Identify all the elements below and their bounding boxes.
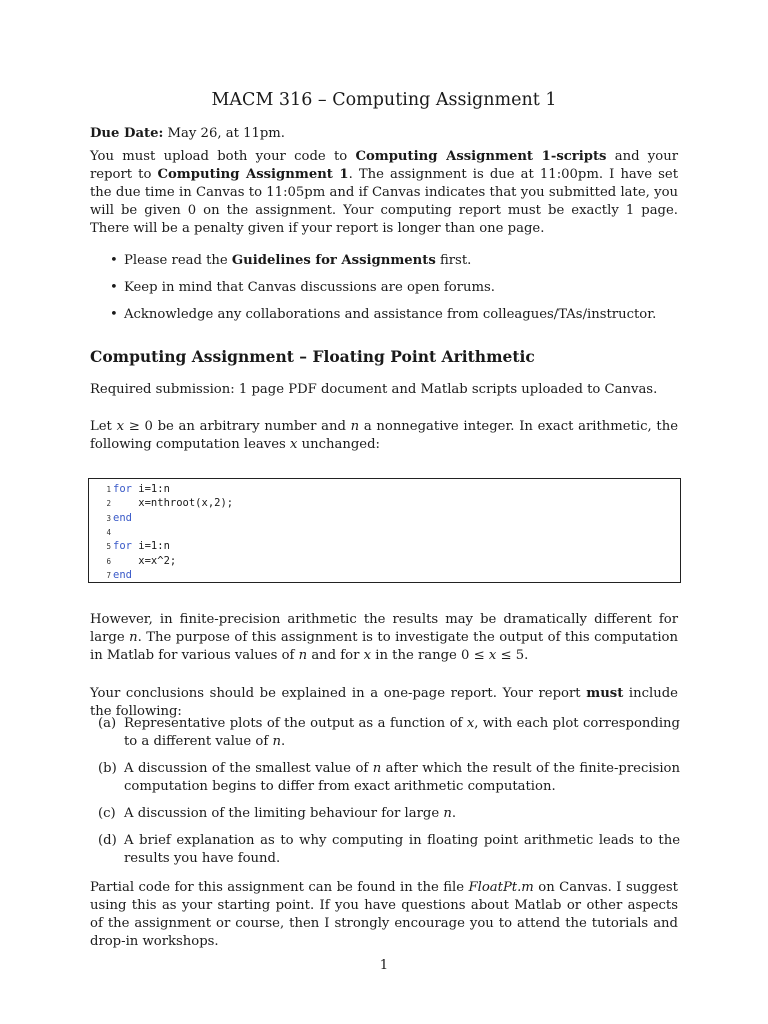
code-keyword: for	[113, 540, 132, 552]
code-keyword: end	[113, 569, 132, 581]
item-text	[124, 760, 680, 796]
math-x: x	[488, 648, 497, 663]
partial-code-paragraph	[90, 879, 678, 951]
bullet-text: Acknowledge any collaborations and assistance from colleagues/TAs/instructor.	[124, 307, 657, 322]
code-keyword: end	[113, 512, 132, 524]
code-text: i=1:n	[131, 540, 170, 552]
line-number: 3	[106, 514, 111, 523]
text: unchanged:	[297, 437, 380, 452]
code-keyword: for	[113, 483, 132, 495]
text: in the range 0 ≤	[371, 648, 489, 663]
math-n: n	[372, 761, 382, 776]
math-x: x	[466, 716, 475, 731]
line-number: 1	[106, 485, 111, 494]
bullet-dot: •	[110, 280, 118, 295]
math-n: n	[350, 419, 360, 434]
line-number: 7	[106, 571, 111, 580]
code-line	[89, 511, 132, 525]
code-listing	[88, 478, 681, 583]
math-n: n	[272, 734, 281, 749]
line-number: 5	[106, 542, 111, 551]
item-label: (c)	[98, 806, 116, 821]
text: a nonnegative integer. In exact arithmetic, the following computation leaves	[90, 419, 678, 452]
emphasis-must: must	[586, 686, 624, 701]
text: ≤ 5.	[496, 648, 529, 663]
code-text: i=1:n	[131, 483, 170, 495]
code-line	[89, 496, 233, 510]
intro-paragraph	[90, 148, 678, 238]
text: Your conclusions should be explained in a one-page report. Your report	[90, 686, 587, 701]
page-number: 1	[379, 958, 389, 973]
math-n: n	[129, 630, 138, 645]
text: ≥ 0 be an arbitrary number and	[124, 419, 351, 434]
bullet-item-discussions	[110, 279, 495, 297]
intro-text-3: . The assignment is due at 11:00pm. I have set the due time in Canvas to 11:05pm and if Canvas indicates that you submitted late, you will be given 0 on the assignment. Your computing report must be exactly 1 page. There will be a penalty given if your report is longer than one page.	[90, 167, 679, 236]
code-line	[89, 525, 113, 539]
text: A discussion of the smallest value of	[124, 761, 373, 776]
however-paragraph	[90, 611, 678, 665]
file-name: FloatPt.m	[468, 880, 534, 895]
due-date-line	[90, 125, 678, 143]
line-number: 4	[106, 528, 111, 537]
code-line	[89, 482, 170, 496]
document-title: MACM 316 – Computing Assignment 1	[211, 90, 557, 110]
item-label: (d)	[98, 833, 117, 848]
code-line	[89, 568, 132, 582]
text: on Canvas. I suggest using this as your starting point. If you have questions about Matlab or other aspects of the assignment or course, then I strongly encourage you to attend the tutorials and drop-in workshops.	[90, 880, 678, 949]
intro-text-1: You must upload both your code to	[90, 149, 356, 164]
math-x: x	[363, 648, 372, 663]
math-x: x	[290, 437, 298, 452]
bullet-item-guidelines	[110, 252, 471, 270]
report-assignment-name: Computing Assignment 1	[157, 167, 349, 182]
text: and for	[307, 648, 364, 663]
math-n: n	[443, 806, 452, 821]
math-x: x	[116, 419, 125, 434]
due-date-label: Due Date:	[90, 126, 164, 141]
text: after which the result of the finite-precision computation begins to differ from exact arithmetic computation.	[124, 761, 680, 794]
line-number: 2	[106, 499, 111, 508]
bullet-text: Keep in mind that Canvas discussions are open forums.	[124, 280, 495, 295]
text: However, in finite-precision arithmetic the results may be dramatically different for large	[90, 612, 678, 645]
bullet-text: Please read the	[124, 253, 232, 268]
item-label: (a)	[98, 716, 117, 731]
required-submission	[90, 381, 678, 399]
item-label: (b)	[98, 761, 117, 776]
text: , with each plot corresponding to a different value of	[124, 716, 680, 749]
item-text	[124, 805, 680, 823]
item-text	[124, 715, 680, 751]
text: .	[451, 806, 457, 821]
text: .	[280, 734, 286, 749]
item-text: A brief explanation as to why computing in floating point arithmetic leads to the results you have found.	[124, 833, 680, 866]
code-line	[89, 554, 176, 568]
scripts-assignment-name: Computing Assignment 1-scripts	[355, 149, 607, 164]
math-n: n	[298, 648, 308, 663]
intro-text-2: and your report to	[90, 149, 678, 182]
text: Let	[90, 419, 117, 434]
line-number: 6	[106, 557, 111, 566]
text: Representative plots of the output as a function of	[124, 716, 467, 731]
text: include the following:	[90, 686, 678, 719]
let-paragraph	[90, 418, 678, 454]
due-date-value: May 26, at 11pm.	[167, 126, 285, 141]
guidelines-link-text: Guidelines for Assignments	[231, 253, 436, 268]
code-line	[89, 539, 170, 553]
text: Partial code for this assignment can be found in the file	[90, 880, 469, 895]
text: A discussion of the limiting behaviour for large	[124, 806, 444, 821]
code-text: x=x^2;	[113, 555, 177, 567]
bullet-dot: •	[110, 253, 118, 268]
text: . The purpose of this assignment is to investigate the output of this computation in Matlab for various values of	[90, 630, 678, 663]
bullet-item-acknowledge	[110, 306, 656, 324]
bullet-dot: •	[110, 307, 118, 322]
code-text: x=nthroot(x,2);	[113, 497, 234, 509]
required-text: Required submission: 1 page PDF document and Matlab scripts uploaded to Canvas.	[90, 382, 658, 397]
section-heading: Computing Assignment – Floating Point Arithmetic	[90, 347, 535, 366]
bullet-text: first.	[435, 253, 472, 268]
